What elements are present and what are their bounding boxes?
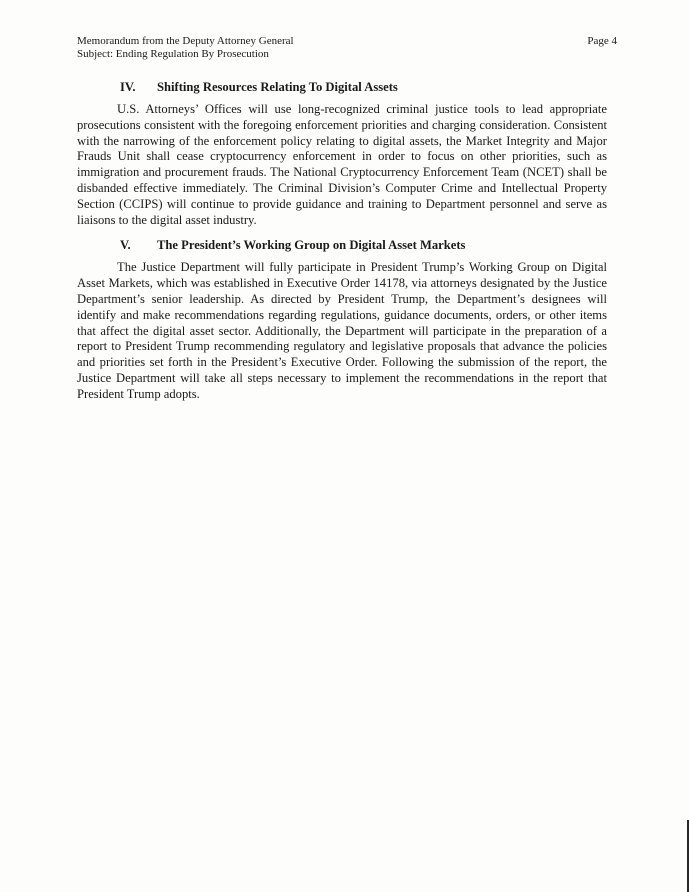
page-number: Page 4	[587, 35, 617, 47]
section-paragraph: U.S. Attorneys’ Offices will use long-recognized criminal justice tools to lead appropriate prosecutions consistent with the foregoing enforcement priorities and charging consideration. Consistent with the narrowing of the enforcement policy relating to digital assets, the Market Integrity and Major Frauds Unit shall cease cryptocurrency enforcement in order to focus on other priorities, such as immigration and procurement frauds. The National Cryptocurrency Enforcement Team (NCET) shall be disbanded effective immediately. The Criminal Division’s Computer Crime and Intellectual Property Section (CCIPS) will continue to provide guidance and training to Department personnel and serve as liaisons to the digital asset industry.	[77, 102, 607, 227]
memo-title: Memorandum from the Deputy Attorney General	[77, 35, 294, 47]
memo-subject: Subject: Ending Regulation By Prosecution	[77, 48, 269, 60]
section-number: IV.	[120, 80, 136, 94]
page-header	[77, 35, 617, 61]
section-title: The President’s Working Group on Digital Asset Markets	[157, 238, 466, 253]
section-paragraph: The Justice Department will fully participate in President Trump’s Working Group on Digital Asset Markets, which was established in Executive Order 14178, via attorneys designated by the Justice Department’s senior leadership. As directed by President Trump, the Department’s designees will identify and make recommendations regarding regulations, guidance documents, orders, or other items that affect the digital asset sector. Additionally, the Department will participate in the preparation of a report to President Trump recommending regulatory and legislative proposals that advance the policies and priorities set forth in the President’s Executive Order. Following the submission of the report, the Justice Department will take all steps necessary to implement the recommendations in the report that President Trump adopts.	[77, 260, 607, 401]
section-title: Shifting Resources Relating To Digital Assets	[157, 80, 398, 94]
memo-body	[77, 80, 607, 413]
section-v	[77, 238, 607, 402]
section-iv	[77, 80, 607, 228]
section-heading	[77, 80, 607, 95]
section-heading	[77, 238, 607, 253]
section-number: V.	[120, 238, 131, 253]
